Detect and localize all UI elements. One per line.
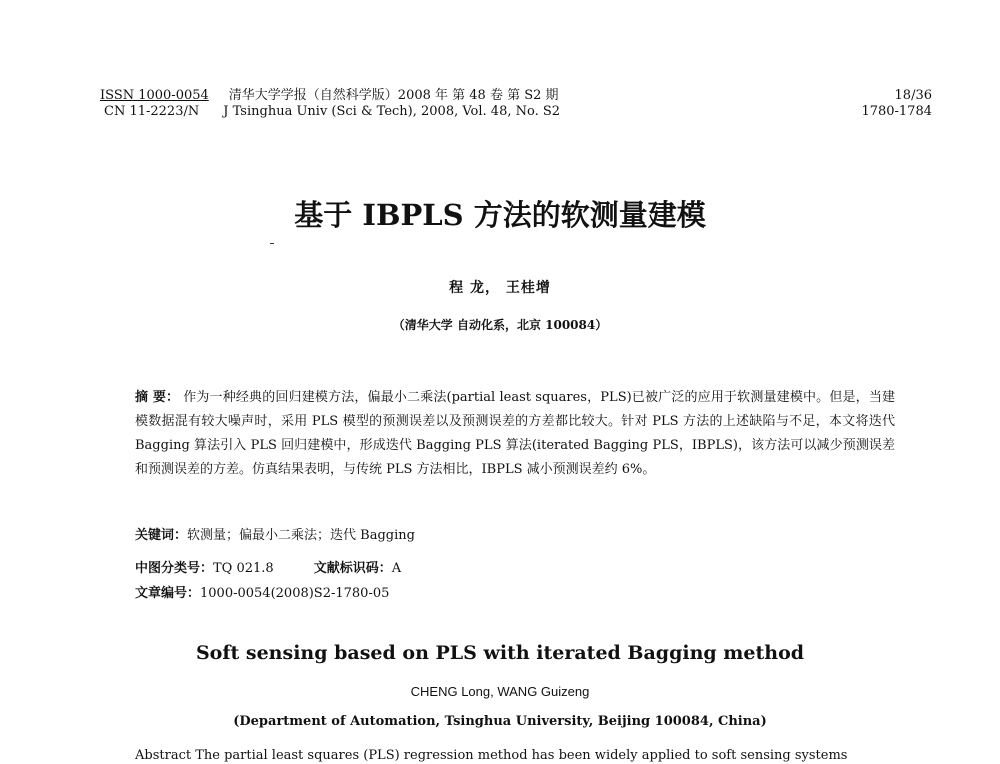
article-number-label: 文章编号： (135, 586, 201, 601)
journal-header-left (100, 88, 560, 120)
journal-header-right (861, 88, 932, 120)
abstract-zh (135, 386, 895, 482)
page-code: 18/36 (894, 88, 932, 103)
affiliation-zh: （清华大学 自动化系，北京 100084） (392, 318, 608, 332)
keywords-label: 关键词： (135, 528, 188, 543)
page-range: 1780-1784 (861, 104, 932, 119)
authors-zh: 程 龙， 王桂增 (449, 280, 551, 296)
authors-en: CHENG Long, WANG Guizeng (410, 684, 590, 699)
article-number-value: 1000-0054(2008)S2-1780-05 (200, 586, 390, 601)
journal-name-en: J Tsinghua Univ (Sci & Tech), 2008, Vol. 48, No. S2 (223, 104, 561, 119)
abstract-zh-text: 作为一种经典的回归建模方法，偏最小二乘法(partial least squares，PLS)已被广泛的应用于软测量建模中。但是，当建模数据混有较大噪声时，采用 PLS 模型的预测误差以及预测误差的方差都比较大。针对 PLS 方法的上述缺陷与不足，本文将迭代 Bagging 算法引入 PLS 回归建模中，形成迭代 Bagging PLS 算法(iterated Bagging PLS，IBPLS)，该方法可以减少预测误差和预测误差的方差。仿真结果表明，与传统 PLS 方法相比，IBPLS 减小预测误差约 6%。 (135, 390, 895, 477)
paper-title-zh: 基于 IBPLS 方法的软测量建模 (294, 198, 706, 232)
issn: ISSN 1000-0054 (100, 88, 209, 103)
affiliation-en: (Department of Automation, Tsinghua University, Beijing 100084, China) (233, 714, 767, 729)
clc-label: 中图分类号： (135, 561, 214, 576)
stray-mark (270, 243, 274, 244)
paper-title-en: Soft sensing based on PLS with iterated Bagging method (195, 642, 805, 664)
journal-name-zh: 清华大学学报（自然科学版）2008 年 第 48 卷 第 S2 期 (228, 88, 559, 103)
article-number (135, 582, 389, 601)
cn-number: CN 11-2223/N (104, 104, 200, 119)
keywords-text: 软测量；偏最小二乘法；迭代 Bagging (187, 528, 415, 543)
abstract-zh-label: 摘 要： (135, 390, 180, 405)
abstract-en-partial: Abstract The partial least squares (PLS) regression method has been widely applied to soft sensing systems (135, 748, 848, 763)
clc-value: TQ 021.8 (213, 561, 274, 576)
keywords-zh (135, 524, 415, 543)
doc-code-value: A (391, 561, 402, 576)
classification-line (135, 557, 401, 576)
doc-code-label: 文献标识码： (313, 561, 392, 576)
